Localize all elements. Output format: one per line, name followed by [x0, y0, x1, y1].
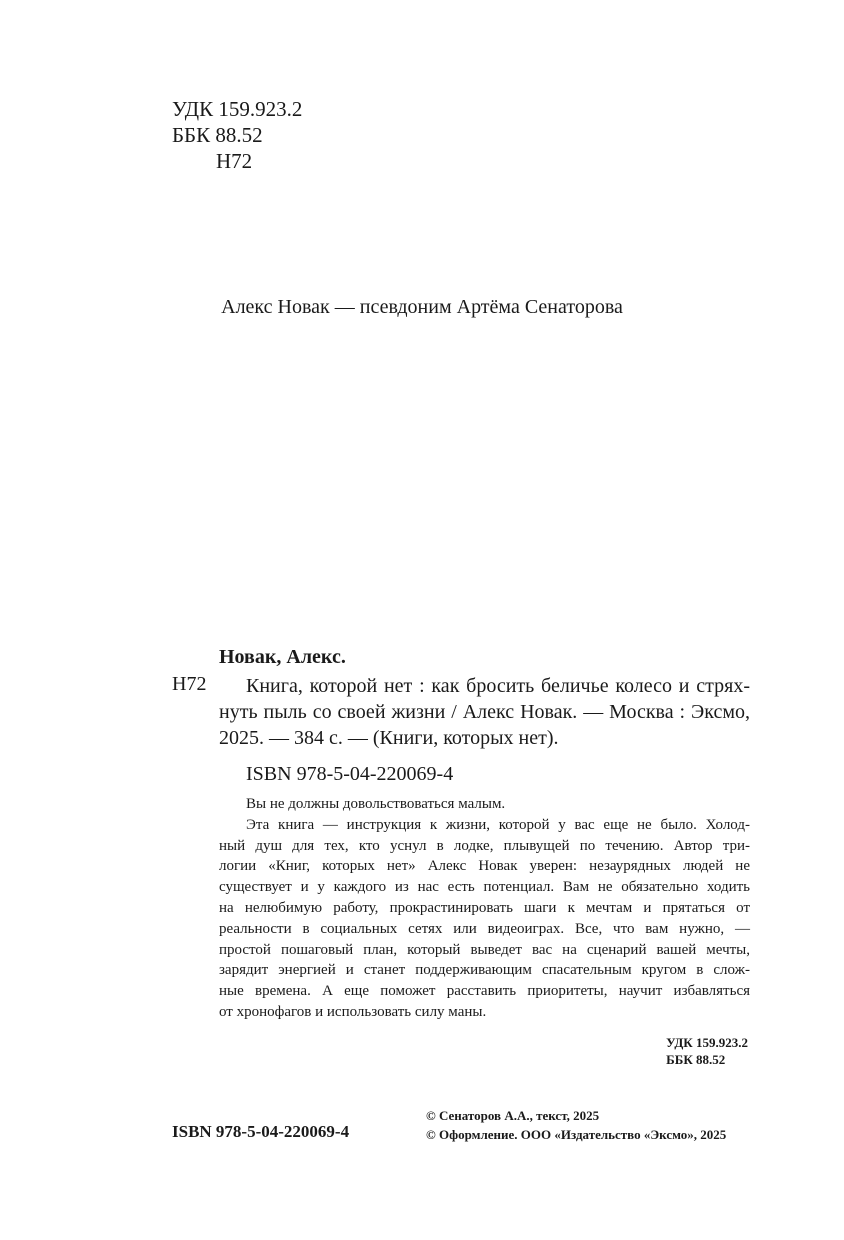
top-classification-codes: [172, 96, 302, 174]
annotation: [219, 794, 750, 1023]
catalog-isbn: ISBN 978-5-04-220069-4: [246, 763, 454, 785]
annotation-line: Эта книга — инструкция к жизни, которой у вас еще не было. Холод-: [246, 816, 750, 833]
footer-isbn: ISBN 978-5-04-220069-4: [172, 1122, 350, 1141]
catalog-author-mark: Н72: [172, 673, 207, 695]
copyright-block: [426, 1106, 726, 1144]
pseudonym-note: Алекс Новак — псевдоним Артёма Сенаторова: [221, 296, 623, 318]
annotation-line: ный душ для тех, кто уснул в лодке, плывущей по течению. Автор три-: [219, 837, 750, 854]
copyright-text: © Сенаторов А.А., текст, 2025: [426, 1108, 600, 1123]
bottom-classification-codes: [666, 1034, 748, 1068]
bbk-code-small: ББК 88.52: [666, 1052, 726, 1067]
annotation-line: от хронофагов и использовать силу маны.: [219, 1003, 487, 1020]
annotation-line: зарядит энергией и станет поддерживающим спасательным кругом в слож-: [219, 962, 750, 979]
author-mark: Н72: [216, 149, 253, 173]
annotation-line: реальности в социальных сетях или видеоиграх. Все, что вам нужно, —: [219, 920, 750, 937]
bibliographic-line: 2025. — 384 с. — (Книги, которых нет).: [219, 727, 559, 749]
annotation-line: ные времена. А еще поможет расставить приоритеты, научит избавляться: [219, 983, 750, 1000]
copyright-design: © Оформление. ООО «Издательство «Эксмо», 2025: [426, 1127, 727, 1142]
catalog-author: Новак, Алекс.: [219, 646, 346, 668]
bibliographic-line: нуть пыль со своей жизни / Алекс Новак. — Москва : Эксмо,: [219, 701, 750, 723]
udk-code: УДК 159.923.2: [172, 97, 303, 121]
annotation-line: логии «Книг, которых нет» Алекс Новак уверен: незаурядных людей не: [219, 858, 750, 875]
annotation-line: существует и у каждого из нас есть потенциал. Вам не обязательно ходить: [219, 879, 750, 896]
udk-code-small: УДК 159.923.2: [666, 1035, 748, 1050]
bibliographic-line: Книга, которой нет : как бросить беличье колесо и стрях-: [246, 675, 750, 697]
annotation-line: простой пошаговый план, который выведет вас на сценарий вашей мечты,: [219, 941, 750, 958]
annotation-first-paragraph: Вы не должны довольствоваться малым.: [246, 796, 506, 812]
annotation-line: на нелюбимую работу, прокрастинировать шаги к мечтам и прятаться от: [219, 899, 750, 916]
bbk-code: ББК 88.52: [172, 123, 263, 147]
bibliographic-description: [219, 673, 750, 751]
